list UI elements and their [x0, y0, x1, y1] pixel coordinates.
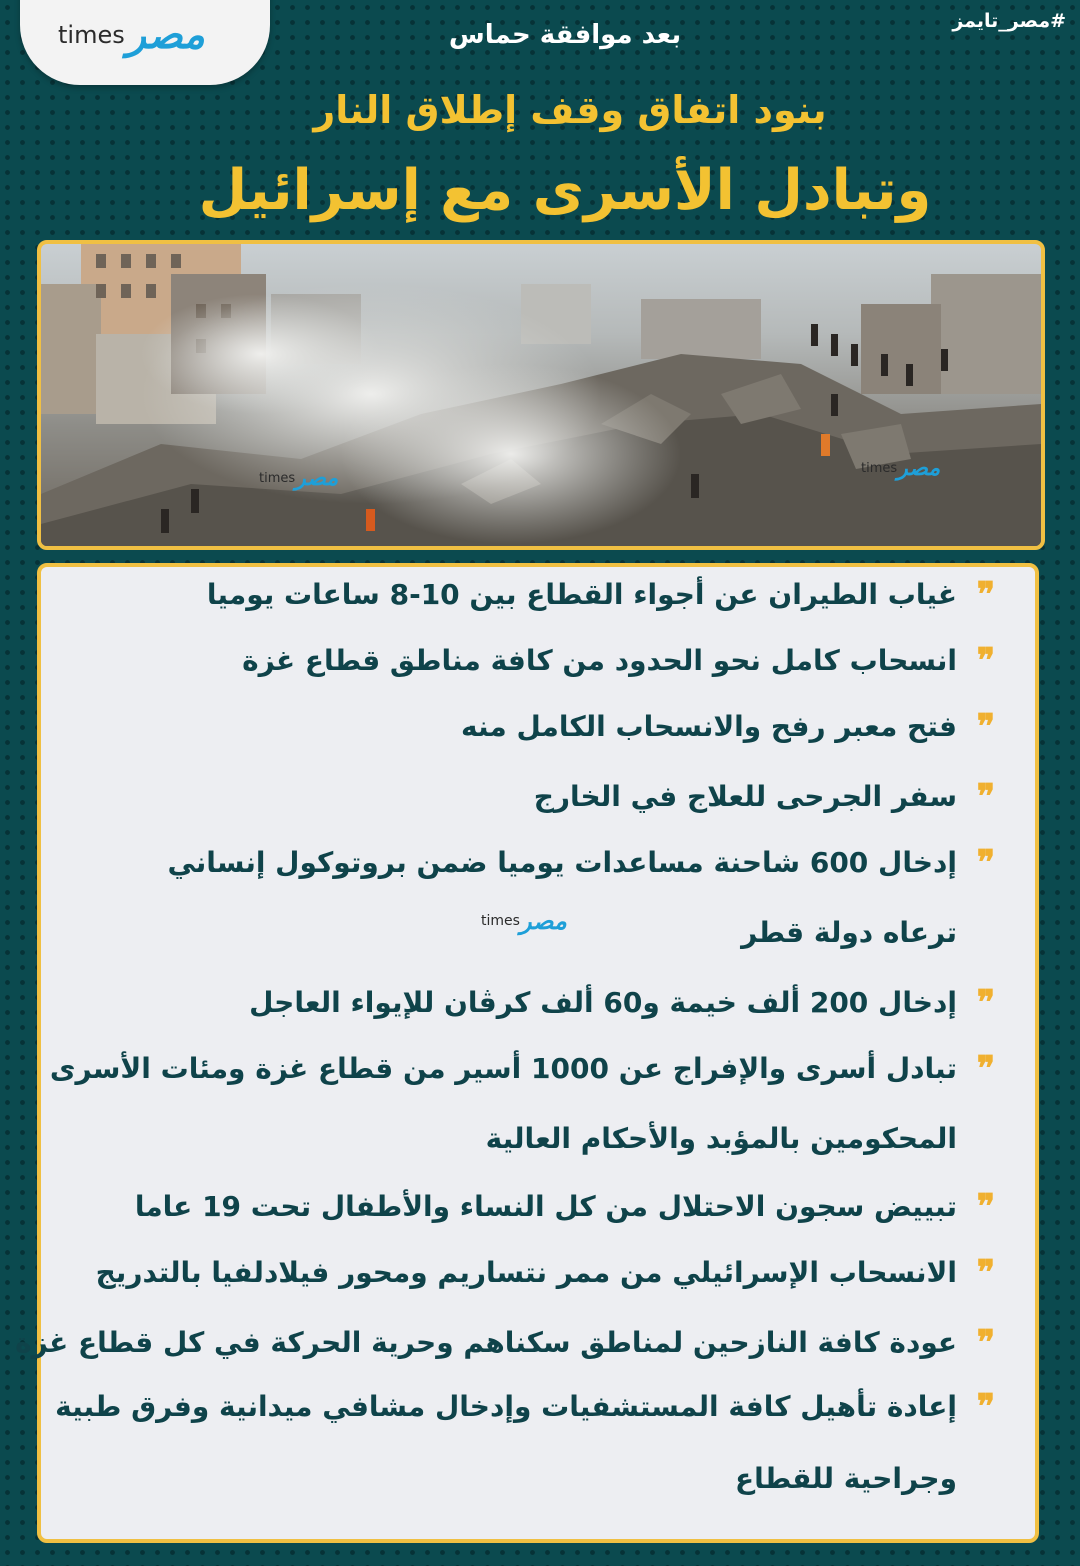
- quote-icon: ❞: [976, 575, 995, 615]
- quote-icon: ❞: [976, 983, 995, 1023]
- term-text: غياب الطيران عن أجواء القطاع بين 10-8 ساعات يوميا: [206, 578, 957, 611]
- quote-icon: ❞: [976, 1187, 995, 1227]
- term-text: عودة كافة النازحين لمناطق سكناهم وحرية الحركة في كل قطاع غزة: [15, 1326, 957, 1359]
- term-item: [461, 707, 995, 747]
- term-item: [50, 1049, 995, 1089]
- term-text: إدخال 200 ألف خيمة و60 ألف كرڤان للإيواء العاجل: [249, 986, 957, 1019]
- logo-times-text: times: [58, 21, 125, 49]
- hashtag: #مصر_تايمز: [952, 10, 1066, 32]
- term-continuation: المحكومين بالمؤبد والأحكام العالية: [485, 1122, 957, 1155]
- term-item: [96, 1253, 995, 1293]
- term-text: تبادل أسرى والإفراج عن 1000 أسير من قطاع غزة ومئات الأسرى: [49, 1052, 957, 1085]
- term-text: تبييض سجون الاحتلال من كل النساء والأطفال تحت 19 عاما: [134, 1190, 957, 1223]
- agreement-terms-panel: [15, 563, 1039, 1543]
- panel-watermark-times: times: [481, 913, 520, 929]
- panel-watermark: [481, 907, 567, 935]
- term-item: [135, 1187, 995, 1227]
- term-continuation: ترعاه دولة قطر: [741, 916, 957, 949]
- term-text: إعادة تأهيل كافة المستشفيات وإدخال مشافي ميدانية وفرق طبية: [55, 1390, 957, 1423]
- term-item: [55, 1387, 995, 1427]
- headline-line-2: وتبادل الأسرى مع إسرائيل: [198, 158, 932, 223]
- photo-watermark-1: [259, 466, 338, 491]
- term-item: [534, 777, 995, 817]
- photo-watermark-2-masr: مصر: [897, 456, 941, 481]
- term-text: الانسحاب الإسرائيلي من ممر نتساريم ومحور فيلادلفيا بالتدريج: [95, 1256, 957, 1289]
- term-text: فتح معبر رفح والانسحاب الكامل منه: [461, 710, 957, 743]
- quote-icon: ❞: [976, 777, 995, 817]
- term-item: [242, 641, 995, 681]
- photo-watermark-2: [861, 456, 940, 481]
- quote-icon: ❞: [976, 843, 995, 883]
- quote-icon: ❞: [976, 1323, 995, 1363]
- term-continuation: وجراحية للقطاع: [735, 1462, 957, 1495]
- term-text: إدخال 600 شاحنة مساعدات يوميا ضمن بروتوكول إنساني: [167, 846, 957, 879]
- kicker-text: بعد موافقة حماس: [448, 20, 682, 50]
- term-item: [207, 575, 995, 615]
- term-text: انسحاب كامل نحو الحدود من كافة مناطق قطاع غزة: [242, 644, 957, 677]
- logo-masr-text: مصر: [126, 12, 205, 58]
- quote-icon: ❞: [976, 1049, 995, 1089]
- term-item: [249, 983, 995, 1023]
- photo-watermark-1-times: times: [259, 471, 296, 486]
- term-text: سفر الجرحى للعلاج في الخارج: [533, 780, 957, 813]
- quote-icon: ❞: [976, 707, 995, 747]
- news-photo: [37, 240, 1045, 550]
- quote-icon: ❞: [976, 641, 995, 681]
- rubble-scene-illustration: [41, 244, 1041, 546]
- quote-icon: ❞: [976, 1253, 995, 1293]
- quote-icon: ❞: [976, 1387, 995, 1427]
- photo-watermark-2-times: times: [861, 461, 898, 476]
- term-item: [167, 843, 995, 883]
- headline-line-1: بنود اتفاق وقف إطلاق النار: [313, 88, 827, 132]
- photo-watermark-1-masr: مصر: [295, 466, 339, 491]
- term-item: [15, 1323, 995, 1363]
- panel-watermark-masr: مصر: [519, 907, 567, 935]
